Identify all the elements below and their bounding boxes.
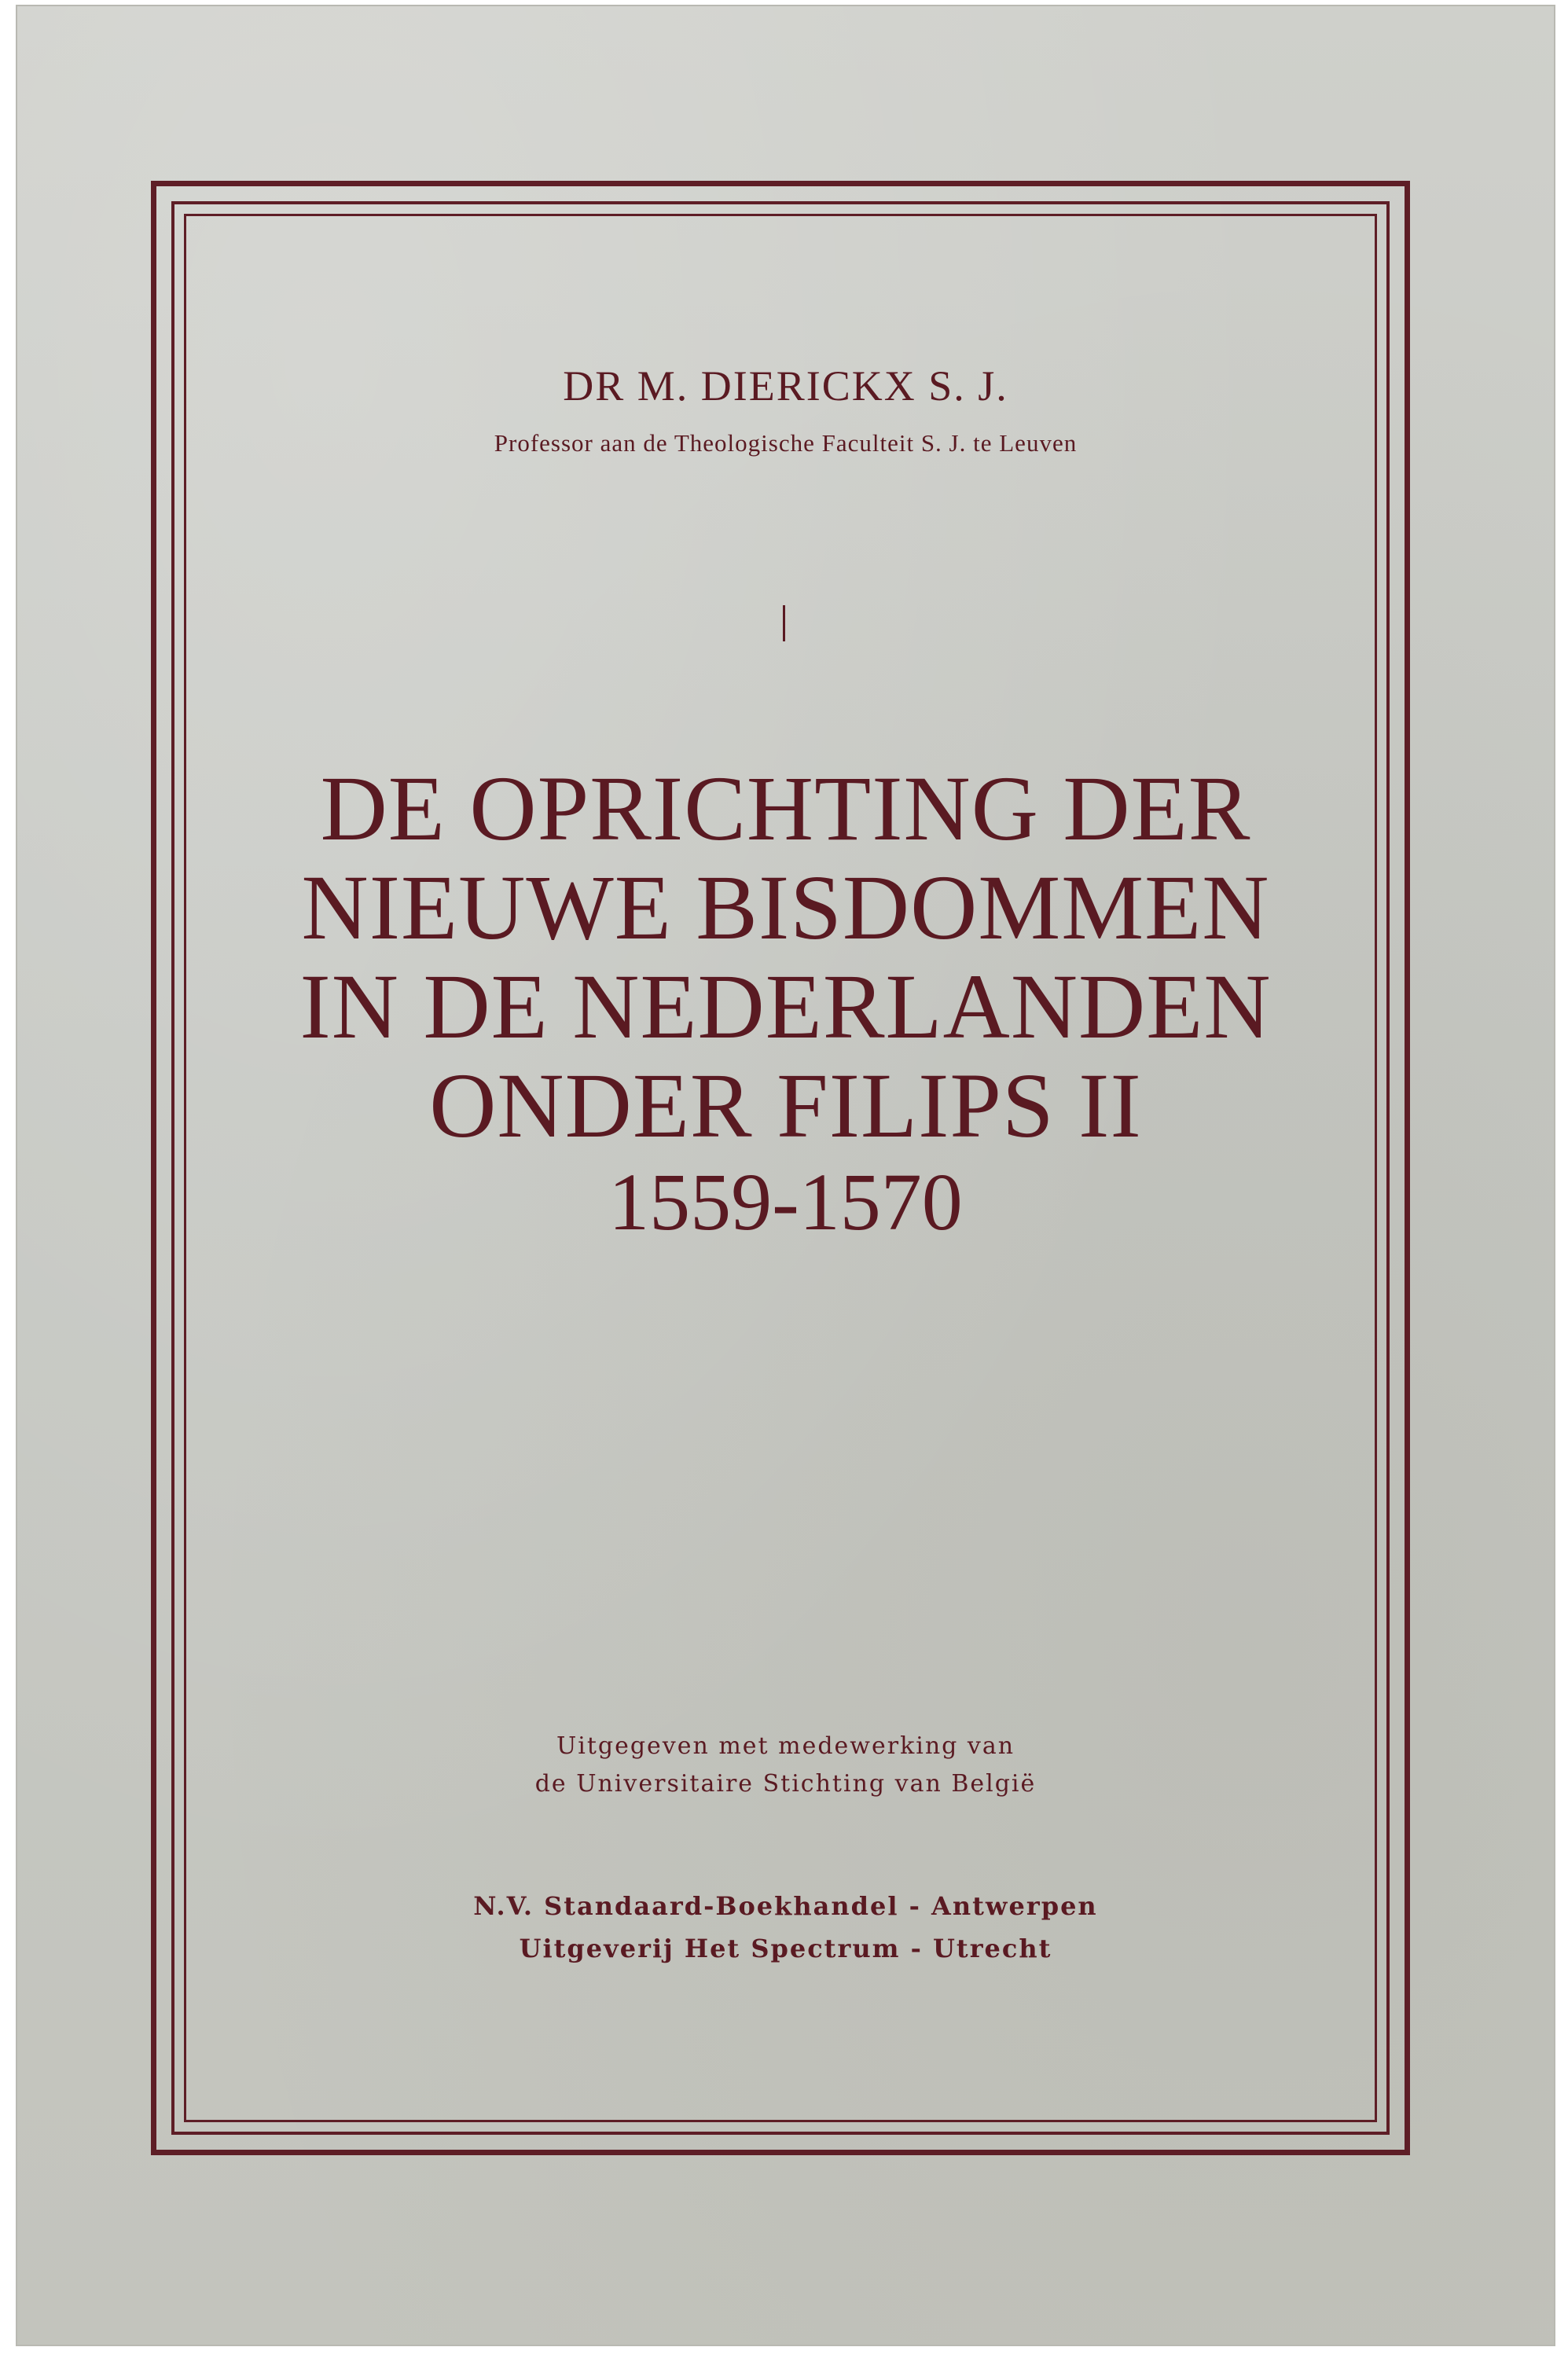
title-line: ONDER FILIPS II bbox=[429, 1054, 1142, 1157]
book-cover bbox=[17, 6, 1554, 2345]
title-line: DE OPRICHTING DER bbox=[320, 757, 1251, 860]
acknowledgement-line: Uitgegeven met medewerking van bbox=[556, 1732, 1015, 1760]
author-name: DR M. DIERICKX S. J. bbox=[563, 362, 1008, 410]
author-affiliation: Professor aan de Theologische Faculteit S. J. te Leuven bbox=[494, 429, 1078, 457]
title-line: NIEUWE BISDOMMEN bbox=[301, 856, 1270, 959]
title-years: 1559-1570 bbox=[608, 1157, 963, 1247]
ornament-rule bbox=[783, 605, 785, 641]
publisher-line: Uitgeverij Het Spectrum - Utrecht bbox=[519, 1934, 1052, 1963]
title-line: IN DE NEDERLANDEN bbox=[299, 955, 1272, 1058]
acknowledgement-line: de Universitaire Stichting van België bbox=[534, 1770, 1037, 1798]
publisher-line: N.V. Standaard-Boekhandel - Antwerpen bbox=[473, 1891, 1098, 1921]
